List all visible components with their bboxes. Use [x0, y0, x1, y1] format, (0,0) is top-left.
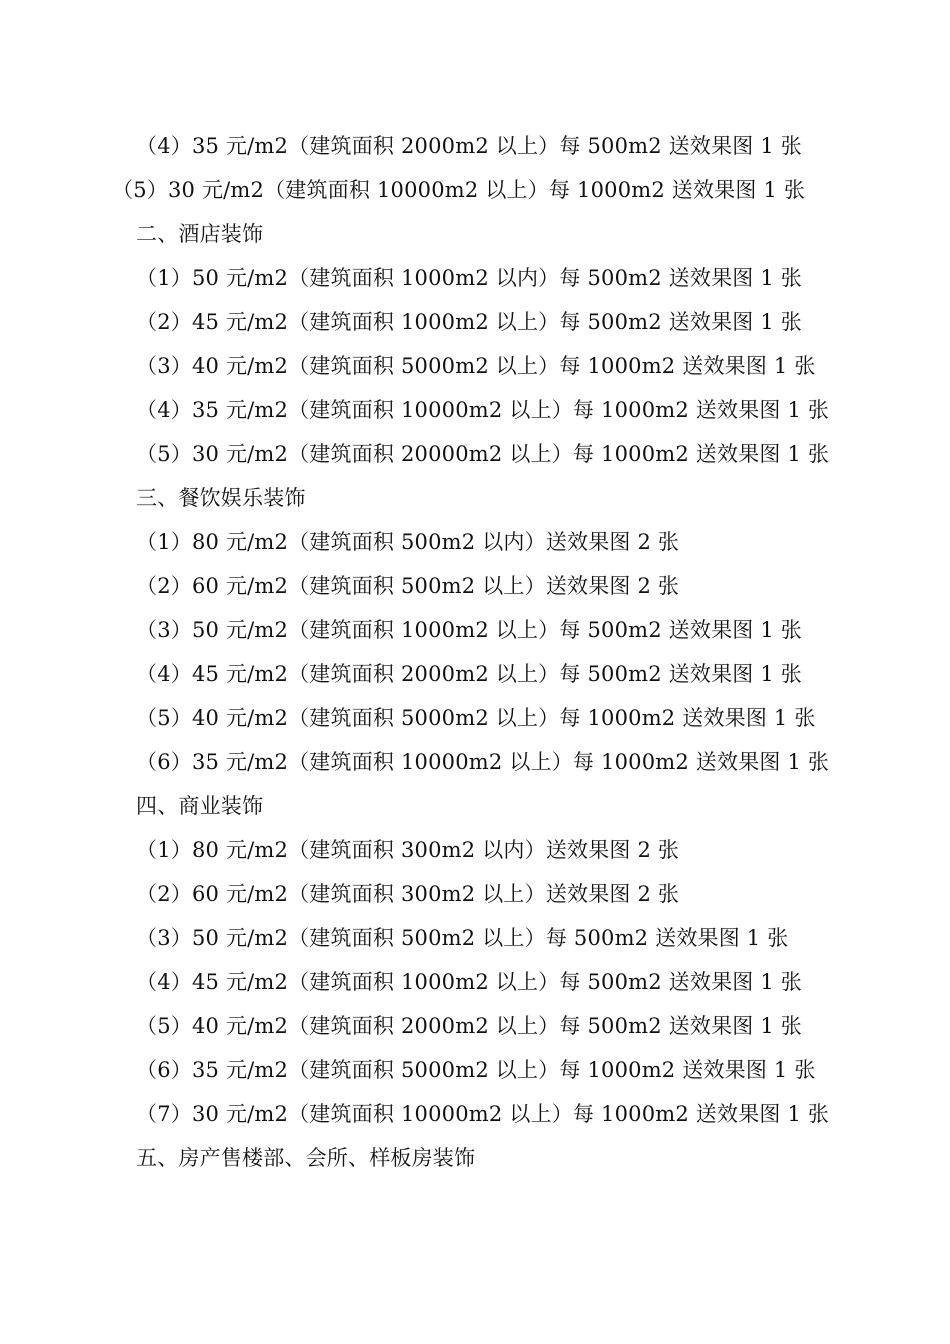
price-item: （6）35 元/m2（建筑面积 5000m2 以上）每 1000m2 送效果图 1 张	[136, 1058, 816, 1082]
price-item: （1）80 元/m2（建筑面积 500m2 以内）送效果图 2 张	[136, 530, 680, 554]
price-item: （2）45 元/m2（建筑面积 1000m2 以上）每 500m2 送效果图 1 张	[136, 310, 802, 334]
price-item: （3）50 元/m2（建筑面积 500m2 以上）每 500m2 送效果图 1 张	[136, 926, 789, 950]
section-heading: 三、餐饮娱乐装饰	[136, 486, 306, 510]
price-item: （5）40 元/m2（建筑面积 2000m2 以上）每 500m2 送效果图 1 张	[136, 1014, 802, 1038]
price-item: （5）30 元/m2（建筑面积 20000m2 以上）每 1000m2 送效果图 1 张	[136, 442, 830, 466]
section-heading: 二、酒店装饰	[136, 222, 264, 246]
price-item: （1）50 元/m2（建筑面积 1000m2 以内）每 500m2 送效果图 1 张	[136, 266, 802, 290]
price-item: （4）45 元/m2（建筑面积 2000m2 以上）每 500m2 送效果图 1 张	[136, 662, 802, 686]
price-item: （5）40 元/m2（建筑面积 5000m2 以上）每 1000m2 送效果图 1 张	[136, 706, 816, 730]
price-item: （3）40 元/m2（建筑面积 5000m2 以上）每 1000m2 送效果图 1 张	[136, 354, 816, 378]
price-item: （7）30 元/m2（建筑面积 10000m2 以上）每 1000m2 送效果图 1 张	[136, 1102, 830, 1126]
price-item: （3）50 元/m2（建筑面积 1000m2 以上）每 500m2 送效果图 1 张	[136, 618, 802, 642]
price-item: （2）60 元/m2（建筑面积 500m2 以上）送效果图 2 张	[136, 574, 680, 598]
section-heading: 四、商业装饰	[136, 794, 264, 818]
price-item: （4）45 元/m2（建筑面积 1000m2 以上）每 500m2 送效果图 1 张	[136, 970, 802, 994]
price-item: （4）35 元/m2（建筑面积 10000m2 以上）每 1000m2 送效果图 1 张	[136, 398, 830, 422]
price-item: （4）35 元/m2（建筑面积 2000m2 以上）每 500m2 送效果图 1 张	[136, 134, 802, 158]
price-item: （5）30 元/m2（建筑面积 10000m2 以上）每 1000m2 送效果图 1 张	[112, 178, 806, 202]
section-heading: 五、房产售楼部、会所、样板房装饰	[136, 1146, 476, 1170]
price-item: （6）35 元/m2（建筑面积 10000m2 以上）每 1000m2 送效果图 1 张	[136, 750, 830, 774]
price-item: （1）80 元/m2（建筑面积 300m2 以内）送效果图 2 张	[136, 838, 680, 862]
price-item: （2）60 元/m2（建筑面积 300m2 以上）送效果图 2 张	[136, 882, 680, 906]
